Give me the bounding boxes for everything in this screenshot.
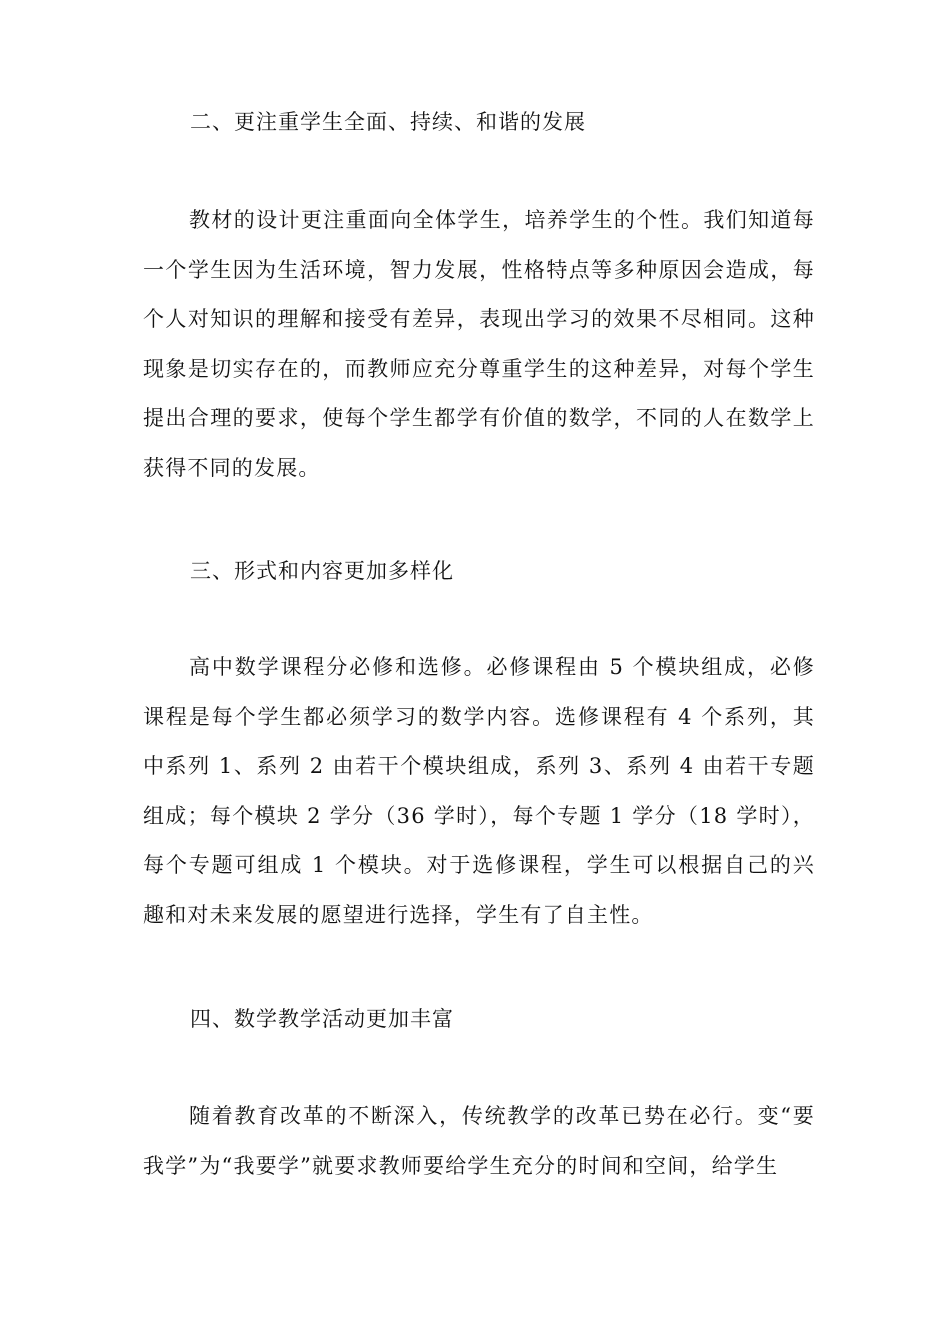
section-heading-4: 四、数学教学活动更加丰富	[190, 1007, 454, 1031]
section-heading-2: 二、更注重学生全面、持续、和谐的发展	[190, 110, 586, 134]
section-heading-3: 三、形式和内容更加多样化	[190, 559, 454, 583]
section-paragraph-2: 教材的设计更注重面向全体学生，培养学生的个性。我们知道每一个学生因为生活环境，智力发展，性格特点等多种原因会造成，每个人对知识的理解和接受有差异，表现出学习的效果不尽相同。这种现象是切实存在的，而教师应充分尊重学生的这种差异，对每个学生提出合理的要求，使每个学生都学有价值的数学，不同的人在数学上获得不同的发展。	[143, 208, 815, 480]
section-paragraph-3: 高中数学课程分必修和选修。必修课程由 5 个模块组成，必修课程是每个学生都必须学习的数学内容。选修课程有 4 个系列，其中系列 1、系列 2 由若干个模块组成，系列 3、系列 4 由若干专题组成；每个模块 2 学分（36 学时），每个专题 1 学分（18 学时），每个专题可组成 1 个模块。对于选修课程，学生可以根据自己的兴趣和对未来发展的愿望进行选择，学生有了自主性。	[143, 655, 815, 927]
section-paragraph-4: 随着教育改革的不断深入，传统教学的改革已势在必行。变“要我学”为“我要学”就要求教师要给学生充分的时间和空间，给学生	[143, 1104, 815, 1178]
